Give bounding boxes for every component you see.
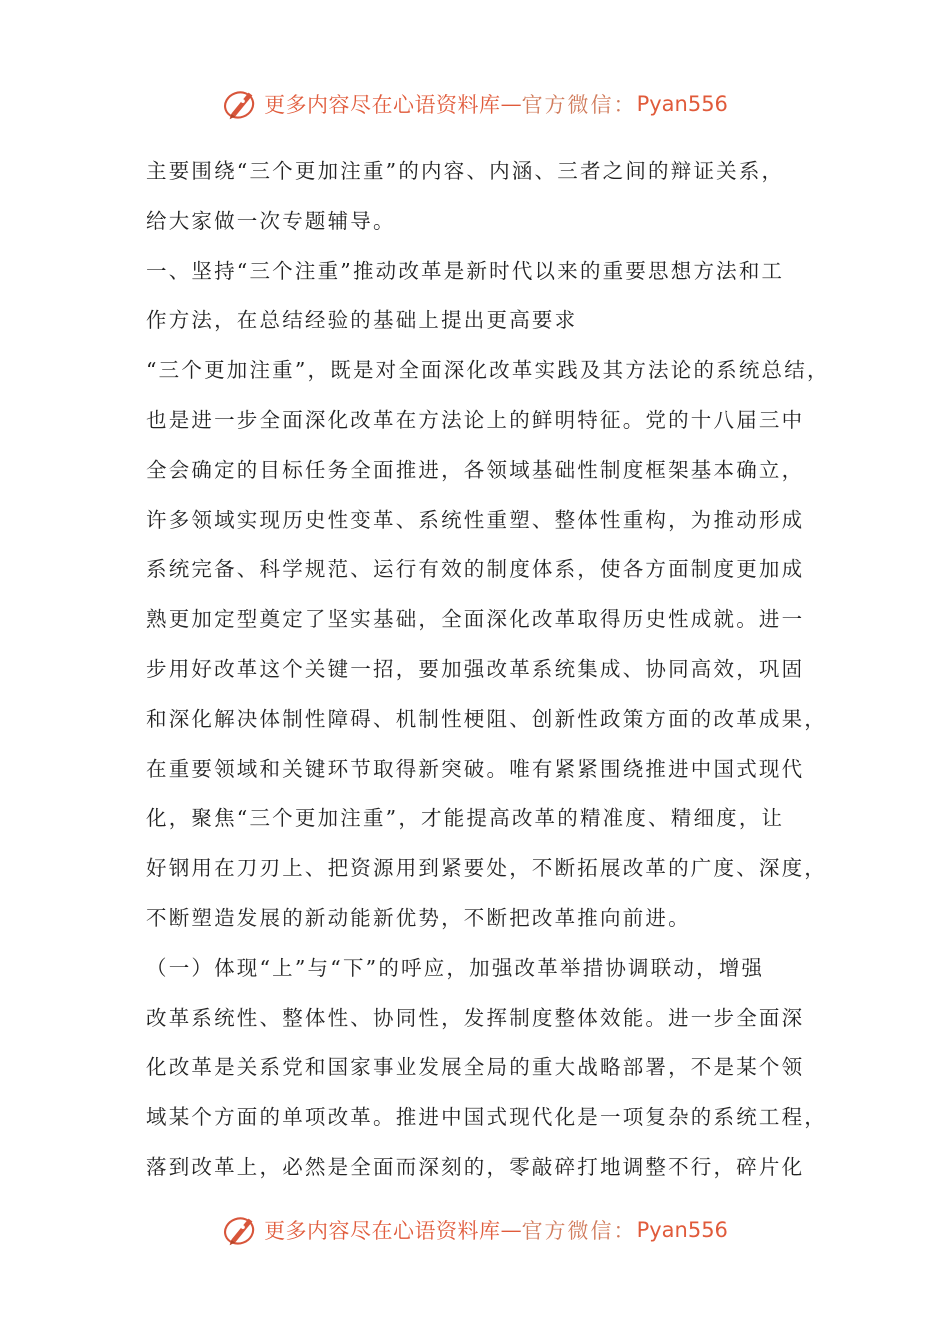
banner-wechat-id: Pyan556 — [636, 92, 728, 116]
pen-logo-icon — [222, 85, 260, 123]
banner-main-text: 更多内容尽在心语资料库 — [264, 1219, 501, 1243]
pen-logo-icon — [222, 1211, 260, 1249]
banner-wechat-label: 官方微信： — [521, 1219, 637, 1243]
section-heading-line: 作方法，在总结经验的基础上提出更高要求 — [146, 308, 578, 333]
body-line: 系统完备、科学规范、运行有效的制度体系，使各方面制度更加成 — [146, 557, 805, 582]
header-banner — [0, 82, 950, 126]
body-line: 不断塑造发展的新动能新优势，不断把改革推向前进。 — [146, 905, 691, 930]
body-line: 化改革是关系党和国家事业发展全局的重大战略部署，不是某个领 — [146, 1055, 805, 1080]
body-line: 步用好改革这个关键一招，要加强改革系统集成、协同高效，巩固 — [146, 656, 805, 681]
body-line: 好钢用在刀刃上、把资源用到紧要处，不断拓展改革的广度、深度， — [146, 856, 827, 881]
body-line: 改革系统性、整体性、协同性，发挥制度整体效能。进一步全面深 — [146, 1005, 805, 1030]
body-line: 全会确定的目标任务全面推进，各领域基础性制度框架基本确立， — [146, 457, 805, 482]
document-body — [146, 147, 836, 1193]
banner-main-text: 更多内容尽在心语资料库 — [264, 93, 501, 117]
body-line: “三个更加注重”，既是对全面深化改革实践及其方法论的系统总结， — [146, 358, 830, 383]
body-line: 化，聚焦“三个更加注重”，才能提高改革的精准度、精细度，让 — [146, 806, 785, 831]
body-line: 也是进一步全面深化改革在方法论上的鲜明特征。党的十八届三中 — [146, 407, 805, 432]
banner-wechat-id: Pyan556 — [636, 1218, 728, 1242]
footer-banner — [0, 1208, 950, 1252]
body-line: 域某个方面的单项改革。推进中国式现代化是一项复杂的系统工程， — [146, 1105, 827, 1130]
subsection-heading-line: （一）体现“上”与“下”的呼应，加强改革举措协调联动，增强 — [146, 955, 765, 980]
banner-wechat-label: 官方微信： — [521, 93, 637, 117]
banner-dash: — — [500, 1218, 522, 1242]
section-heading-line: 一、坚持“三个注重”推动改革是新时代以来的重要思想方法和工 — [146, 258, 785, 283]
body-line: 许多领域实现历史性变革、系统性重塑、整体性重构，为推动形成 — [146, 507, 805, 532]
body-line: 给大家做一次专题辅导。 — [146, 208, 396, 233]
banner-dash: — — [500, 92, 522, 116]
body-line: 落到改革上，必然是全面而深刻的，零敲碎打地调整不行，碎片化 — [146, 1154, 805, 1179]
body-line: 在重要领域和关键环节取得新突破。唯有紧紧围绕推进中国式现代 — [146, 756, 805, 781]
body-line: 熟更加定型奠定了坚实基础，全面深化改革取得历史性成就。进一 — [146, 607, 805, 632]
body-line: 主要围绕“三个更加注重”的内容、内涵、三者之间的辩证关系， — [146, 159, 785, 183]
body-line: 和深化解决体制性障碍、机制性梗阻、创新性政策方面的改革成果， — [146, 706, 827, 731]
